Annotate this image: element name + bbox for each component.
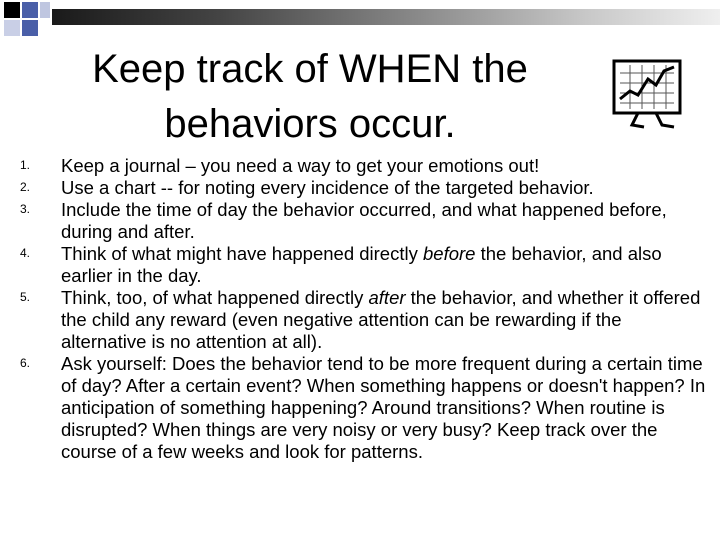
corner-squares-decoration [0, 0, 60, 40]
list-item [0, 199, 720, 243]
list-number: 2. [20, 180, 31, 194]
list-item-text: Include the time of day the behavior occurred, and what happened before, during and after. [61, 199, 667, 242]
list-item-text: Think, too, of what happened directly after the behavior, and whether it offered the child any reward (even negative attention can be rewarding if the alternative is no attention at all). [61, 287, 701, 352]
list-item [0, 243, 720, 287]
list-item [0, 177, 720, 199]
list-item-text: Keep a journal – you need a way to get your emotions out! [61, 155, 540, 176]
list-number: 3. [20, 202, 31, 216]
slide-title: Keep track of WHEN the behaviors occur. [92, 47, 528, 146]
top-gradient-bar [52, 9, 720, 25]
list-item [0, 287, 720, 353]
numbered-list [0, 155, 720, 463]
line-chart-easel-icon [608, 55, 688, 135]
emphasis-after: after [368, 287, 406, 308]
list-item-text: Ask yourself: Does the behavior tend to be more frequent during a certain time of day? After a certain event? When something happens or doesn't happen? In anticipation of something happening? Around transitions? When routine is disrupted? When things are very noisy or very busy? Keep track over the course of a few weeks and look for patterns. [61, 353, 706, 462]
list-item [0, 353, 720, 463]
list-number: 1. [20, 158, 31, 172]
emphasis-before: before [423, 243, 476, 264]
list-item [0, 155, 720, 177]
list-number: 6. [20, 356, 31, 370]
list-item-text: Think of what might have happened directly before the behavior, and also earlier in the day. [61, 243, 662, 286]
list-item-text: Use a chart -- for noting every incidence of the targeted behavior. [61, 177, 594, 198]
list-number: 5. [20, 290, 31, 304]
list-number: 4. [20, 246, 31, 260]
